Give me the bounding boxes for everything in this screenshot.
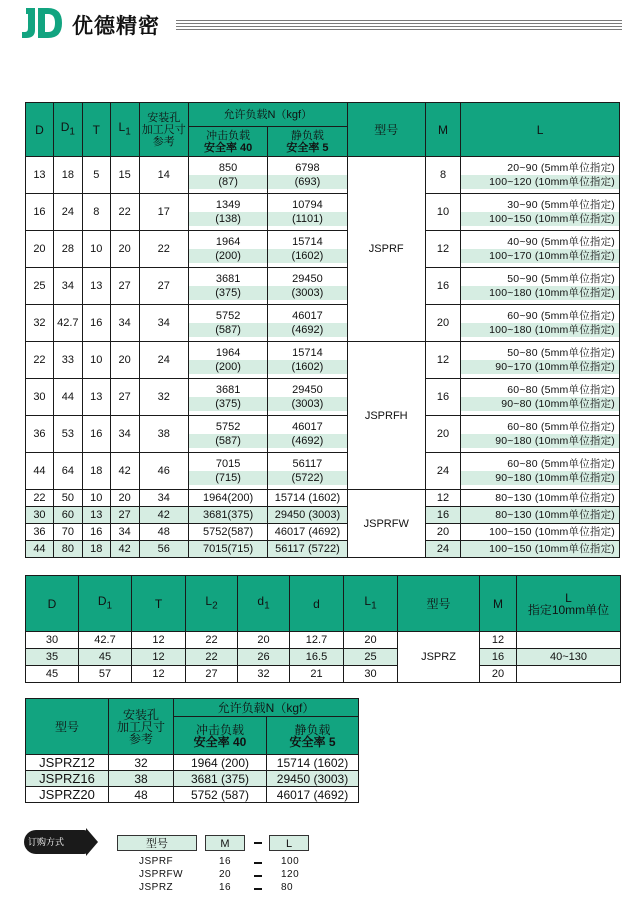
col-L1: $L_1$ xyxy=(110,103,139,157)
cell-L1: 34 xyxy=(110,524,139,541)
order-dash xyxy=(254,888,262,890)
cell-L1: 27 xyxy=(110,507,139,524)
cell-L1: 27 xyxy=(110,268,139,305)
length-10mm: 100~120 (10mm单位指定) xyxy=(461,175,619,189)
value: 7015 xyxy=(215,458,241,470)
table-row xyxy=(26,416,620,453)
cell-D1: 24 xyxy=(53,194,82,231)
order-header-l: L xyxy=(269,835,309,851)
value-kgf: (3003) xyxy=(268,397,346,411)
header-rule xyxy=(176,20,622,32)
value: 6798 xyxy=(295,162,320,174)
cell-model: JSPRF xyxy=(347,157,425,342)
col-L: L 指定10mm单位 xyxy=(517,576,621,632)
cell-T: 18 xyxy=(82,541,110,558)
cell-stat: 46017 (4692) xyxy=(268,524,347,541)
cell-shock xyxy=(188,453,267,490)
cell-T: 10 xyxy=(82,342,110,379)
cell-M: 16 xyxy=(425,507,460,524)
cell-L: 80~130 (10mm单位指定) xyxy=(461,490,620,507)
cell-M: 8 xyxy=(425,157,460,194)
cell-T: 18 xyxy=(82,453,110,490)
cell-d: 16.5 xyxy=(290,649,344,666)
length-10mm: 90~180 (10mm单位指定) xyxy=(461,471,619,485)
order-m: 20 xyxy=(219,869,232,880)
cell-hole: 32 xyxy=(139,379,188,416)
cell-D: 36 xyxy=(26,416,54,453)
cell-shock xyxy=(188,231,267,268)
table-row xyxy=(26,157,620,194)
cell-M: 16 xyxy=(480,649,517,666)
cell-T: 13 xyxy=(82,268,110,305)
cell-L: 80~130 (10mm单位指定) xyxy=(461,507,620,524)
col-D: D xyxy=(26,103,54,157)
cell-shock xyxy=(188,157,267,194)
cell-D1: 57 xyxy=(79,666,132,683)
value-kgf: (1602) xyxy=(268,360,346,374)
cell-M: 24 xyxy=(425,453,460,490)
spec-table-jsprz xyxy=(25,575,621,683)
col-load: 允许负载N（kgf） xyxy=(188,103,347,127)
cell-shock xyxy=(188,342,267,379)
cell-D1: 42.7 xyxy=(79,632,132,649)
cell-L1: 30 xyxy=(344,666,398,683)
value: 10794 xyxy=(292,199,323,211)
order-l: 80 xyxy=(281,882,294,893)
order-model: JSPRZ xyxy=(139,882,174,893)
cell-M: 16 xyxy=(425,268,460,305)
cell-T: 13 xyxy=(82,379,110,416)
cell-M: 12 xyxy=(425,490,460,507)
cell-D: 44 xyxy=(26,453,54,490)
cell-hole: 22 xyxy=(139,231,188,268)
cell-T: 5 xyxy=(82,157,110,194)
table-row xyxy=(26,379,620,416)
cell-hole: 24 xyxy=(139,342,188,379)
cell-L1: 20 xyxy=(344,632,398,649)
cell-L: 40~130 xyxy=(517,649,621,666)
cell-L: 100~150 (10mm单位指定) xyxy=(461,524,620,541)
cell-shock xyxy=(188,268,267,305)
value-kgf: (87) xyxy=(189,175,267,189)
cell-M: 12 xyxy=(480,632,517,649)
cell-d: 21 xyxy=(290,666,344,683)
cell-shock: 3681(375) xyxy=(188,507,267,524)
table-row xyxy=(26,453,620,490)
value: 1964 xyxy=(215,236,241,248)
cell-D: 30 xyxy=(26,507,54,524)
brand-name: 优德精密 xyxy=(72,14,160,38)
cell-hole: 17 xyxy=(139,194,188,231)
cell-D1: 80 xyxy=(53,541,82,558)
value-kgf: (5722) xyxy=(268,471,346,485)
cell-M: 12 xyxy=(425,231,460,268)
cell-M: 10 xyxy=(425,194,460,231)
cell-D: 32 xyxy=(26,305,54,342)
table-row xyxy=(26,524,620,541)
value-kgf: (4692) xyxy=(268,434,346,448)
table-row xyxy=(26,771,359,787)
cell-D: 20 xyxy=(26,231,54,268)
table-row xyxy=(26,507,620,524)
cell-L xyxy=(461,416,620,453)
cell-stat: 29450 (3003) xyxy=(268,507,347,524)
order-dash xyxy=(254,842,262,844)
length-10mm: 100~170 (10mm单位指定) xyxy=(461,249,619,263)
cell-model: JSPRFH xyxy=(347,342,425,490)
order-m: 16 xyxy=(219,882,232,893)
length-5mm: 30~90 (5mm单位指定) xyxy=(507,199,615,211)
cell-D: 36 xyxy=(26,524,54,541)
cell-D1: 44 xyxy=(53,379,82,416)
cell-shock: 1964 (200) xyxy=(174,755,267,771)
cell-T: 16 xyxy=(82,524,110,541)
value-kgf: (1602) xyxy=(268,249,346,263)
length-10mm: 100~180 (10mm单位指定) xyxy=(461,323,619,337)
cell-d1: 20 xyxy=(238,632,290,649)
value: 3681 xyxy=(215,384,241,396)
cell-L2: 22 xyxy=(186,632,238,649)
cell-D: 22 xyxy=(26,342,54,379)
cell-T: 13 xyxy=(82,507,110,524)
cell-hole: 38 xyxy=(109,771,174,787)
length-5mm: 20~90 (5mm单位指定) xyxy=(507,162,615,174)
cell-L1: 42 xyxy=(110,541,139,558)
value-kgf: (715) xyxy=(189,471,267,485)
value: 15714 xyxy=(292,347,323,359)
cell-L1: 15 xyxy=(110,157,139,194)
table-row xyxy=(26,342,620,379)
order-model: JSPRFW xyxy=(139,869,184,880)
value: 15714 xyxy=(292,236,323,248)
cell-hole: 27 xyxy=(139,268,188,305)
cell-model: JSPRZ12 xyxy=(26,755,109,771)
length-10mm: 90~170 (10mm单位指定) xyxy=(461,360,619,374)
cell-hole: 32 xyxy=(109,755,174,771)
cell-M: 16 xyxy=(425,379,460,416)
cell-L xyxy=(461,268,620,305)
cell-D: 22 xyxy=(26,490,54,507)
table-row xyxy=(26,649,621,666)
cell-M: 24 xyxy=(425,541,460,558)
value-kgf: (1101) xyxy=(268,212,346,226)
cell-hole: 42 xyxy=(139,507,188,524)
cell-hole: 14 xyxy=(139,157,188,194)
cell-model: JSPRZ16 xyxy=(26,771,109,787)
cell-hole: 34 xyxy=(139,490,188,507)
length-5mm: 40~90 (5mm单位指定) xyxy=(507,236,615,248)
order-model: JSPRF xyxy=(139,856,174,867)
cell-D: 25 xyxy=(26,268,54,305)
cell-d1: 32 xyxy=(238,666,290,683)
cell-L xyxy=(461,305,620,342)
cell-shock xyxy=(188,416,267,453)
table-row xyxy=(26,490,620,507)
length-5mm: 60~80 (5mm单位指定) xyxy=(507,421,615,433)
cell-stat: 15714 (1602) xyxy=(267,755,359,771)
length-10mm: 90~180 (10mm单位指定) xyxy=(461,434,619,448)
cell-M: 20 xyxy=(425,416,460,453)
table-row xyxy=(26,787,359,803)
length-10mm: 100~150 (10mm单位指定) xyxy=(461,212,619,226)
cell-L xyxy=(461,342,620,379)
cell-shock: 3681 (375) xyxy=(174,771,267,787)
cell-L xyxy=(461,453,620,490)
cell-L xyxy=(461,157,620,194)
col-static: 静负载 安全率 5 xyxy=(267,717,359,755)
cell-stat: 15714 (1602) xyxy=(268,490,347,507)
value: 56117 xyxy=(292,458,323,470)
value-kgf: (375) xyxy=(189,286,267,300)
cell-L xyxy=(517,632,621,649)
length-10mm: 90~80 (10mm单位指定) xyxy=(461,397,619,411)
cell-T: 10 xyxy=(82,490,110,507)
col-model: 型号 xyxy=(26,699,109,755)
col-T: T xyxy=(82,103,110,157)
cell-L1: 42 xyxy=(110,453,139,490)
order-dash xyxy=(254,875,262,877)
cell-T: 12 xyxy=(132,649,186,666)
cell-model: JSPRFW xyxy=(347,490,425,558)
col-d1: $d_1$ xyxy=(238,576,290,632)
cell-stat: 46017 (4692) xyxy=(267,787,359,803)
value: 29450 xyxy=(292,384,323,396)
value: 3681 xyxy=(215,273,241,285)
cell-D: 44 xyxy=(26,541,54,558)
cell-shock: 5752 (587) xyxy=(174,787,267,803)
cell-shock: 1964(200) xyxy=(188,490,267,507)
cell-hole: 48 xyxy=(139,524,188,541)
length-5mm: 50~90 (5mm单位指定) xyxy=(507,273,615,285)
order-badge: 订购方式 xyxy=(24,830,88,854)
cell-d1: 26 xyxy=(238,649,290,666)
col-model: 型号 xyxy=(347,103,425,157)
order-header-m: M xyxy=(205,835,245,851)
spec-table-jsprf xyxy=(25,102,620,558)
length-5mm: 60~80 (5mm单位指定) xyxy=(507,384,615,396)
cell-T: 16 xyxy=(82,416,110,453)
cell-hole: 38 xyxy=(139,416,188,453)
cell-D1: 42.7 xyxy=(53,305,82,342)
value-kgf: (138) xyxy=(189,212,267,226)
cell-L: 100~150 (10mm单位指定) xyxy=(461,541,620,558)
spec-table-jsprz-model xyxy=(25,698,359,803)
value: 46017 xyxy=(292,421,323,433)
cell-M: 20 xyxy=(480,666,517,683)
cell-L1: 27 xyxy=(110,379,139,416)
cell-T: 12 xyxy=(132,666,186,683)
value: 1349 xyxy=(215,199,241,211)
cell-L1: 20 xyxy=(110,490,139,507)
cell-hole: 56 xyxy=(139,541,188,558)
col-shock: 冲击负载 安全率 40 xyxy=(174,717,267,755)
value-kgf: (200) xyxy=(189,249,267,263)
cell-L1: 34 xyxy=(110,305,139,342)
table-row xyxy=(26,305,620,342)
value-kgf: (693) xyxy=(268,175,346,189)
cell-L1: 34 xyxy=(110,416,139,453)
cell-D: 30 xyxy=(26,632,79,649)
cell-D1: 53 xyxy=(53,416,82,453)
length-5mm: 60~90 (5mm单位指定) xyxy=(507,310,615,322)
cell-model: JSPRZ20 xyxy=(26,787,109,803)
order-m: 16 xyxy=(219,856,232,867)
cell-T: 10 xyxy=(82,231,110,268)
cell-L1: 20 xyxy=(110,342,139,379)
col-D: D xyxy=(26,576,79,632)
cell-D1: 18 xyxy=(53,157,82,194)
cell-static xyxy=(268,342,347,379)
cell-D1: 28 xyxy=(53,231,82,268)
order-l: 120 xyxy=(281,869,300,880)
col-static: 静负载 安全率 5 xyxy=(268,127,347,157)
table-row xyxy=(26,666,621,683)
cell-D1: 34 xyxy=(53,268,82,305)
value-kgf: (587) xyxy=(189,434,267,448)
cell-L1: 25 xyxy=(344,649,398,666)
cell-D1: 50 xyxy=(53,490,82,507)
cell-T: 8 xyxy=(82,194,110,231)
col-L: L xyxy=(461,103,620,157)
length-10mm: 100~180 (10mm单位指定) xyxy=(461,286,619,300)
cell-shock xyxy=(188,305,267,342)
value-kgf: (587) xyxy=(189,323,267,337)
value-kgf: (200) xyxy=(189,360,267,374)
cell-model: JSPRZ xyxy=(398,632,480,683)
col-hole: 安装孔 加工尺寸 参考 xyxy=(109,699,174,755)
col-L2: $L_2$ xyxy=(186,576,238,632)
value: 46017 xyxy=(292,310,323,322)
col-d: d xyxy=(290,576,344,632)
value: 850 xyxy=(218,162,238,174)
cell-D1: 60 xyxy=(53,507,82,524)
col-D1: $D_1$ xyxy=(53,103,82,157)
table-row xyxy=(26,194,620,231)
cell-D: 30 xyxy=(26,379,54,416)
jd-logo-icon xyxy=(22,8,66,38)
cell-L xyxy=(517,666,621,683)
cell-static xyxy=(268,268,347,305)
cell-static xyxy=(268,305,347,342)
col-T: T xyxy=(132,576,186,632)
length-5mm: 60~80 (5mm单位指定) xyxy=(507,458,615,470)
value-kgf: (375) xyxy=(189,397,267,411)
cell-shock xyxy=(188,194,267,231)
value: 1964 xyxy=(215,347,241,359)
cell-hole: 34 xyxy=(139,305,188,342)
table-row xyxy=(26,632,621,649)
cell-shock xyxy=(188,379,267,416)
length-5mm: 50~80 (5mm单位指定) xyxy=(507,347,615,359)
col-M: M xyxy=(425,103,460,157)
value-kgf: (3003) xyxy=(268,286,346,300)
cell-M: 20 xyxy=(425,305,460,342)
cell-D1: 45 xyxy=(79,649,132,666)
col-D1: $D_1$ xyxy=(79,576,132,632)
value: 5752 xyxy=(215,421,241,433)
cell-shock: 5752(587) xyxy=(188,524,267,541)
order-l: 100 xyxy=(281,856,300,867)
cell-static xyxy=(268,194,347,231)
cell-L2: 22 xyxy=(186,649,238,666)
cell-T: 12 xyxy=(132,632,186,649)
cell-hole: 46 xyxy=(139,453,188,490)
value: 29450 xyxy=(292,273,323,285)
table-row xyxy=(26,268,620,305)
cell-D1: 33 xyxy=(53,342,82,379)
cell-static xyxy=(268,379,347,416)
cell-d: 12.7 xyxy=(290,632,344,649)
cell-D: 45 xyxy=(26,666,79,683)
table-row xyxy=(26,541,620,558)
page-header xyxy=(22,8,622,38)
order-dash xyxy=(254,862,262,864)
value-kgf: (4692) xyxy=(268,323,346,337)
col-load: 允许负载N（kgf） xyxy=(174,699,359,717)
cell-D: 35 xyxy=(26,649,79,666)
cell-L xyxy=(461,194,620,231)
cell-L1: 20 xyxy=(110,231,139,268)
order-header-model: 型号 xyxy=(117,835,197,851)
cell-static xyxy=(268,231,347,268)
cell-D: 16 xyxy=(26,194,54,231)
cell-T: 16 xyxy=(82,305,110,342)
table-row xyxy=(26,231,620,268)
value: 5752 xyxy=(215,310,241,322)
col-M: M xyxy=(480,576,517,632)
cell-D1: 70 xyxy=(53,524,82,541)
cell-hole: 48 xyxy=(109,787,174,803)
cell-L xyxy=(461,231,620,268)
cell-L xyxy=(461,379,620,416)
col-shock: 冲击负载 安全率 40 xyxy=(188,127,267,157)
col-model: 型号 xyxy=(398,576,480,632)
cell-static xyxy=(268,453,347,490)
cell-static xyxy=(268,416,347,453)
col-L1: $L_1$ xyxy=(344,576,398,632)
cell-D1: 64 xyxy=(53,453,82,490)
cell-static xyxy=(268,157,347,194)
cell-D: 13 xyxy=(26,157,54,194)
cell-shock: 7015(715) xyxy=(188,541,267,558)
cell-stat: 56117 (5722) xyxy=(268,541,347,558)
cell-stat: 29450 (3003) xyxy=(267,771,359,787)
col-hole: 安装孔 加工尺寸 参考 xyxy=(139,103,188,157)
cell-L2: 27 xyxy=(186,666,238,683)
cell-M: 20 xyxy=(425,524,460,541)
cell-L1: 22 xyxy=(110,194,139,231)
table-row xyxy=(26,755,359,771)
cell-M: 12 xyxy=(425,342,460,379)
